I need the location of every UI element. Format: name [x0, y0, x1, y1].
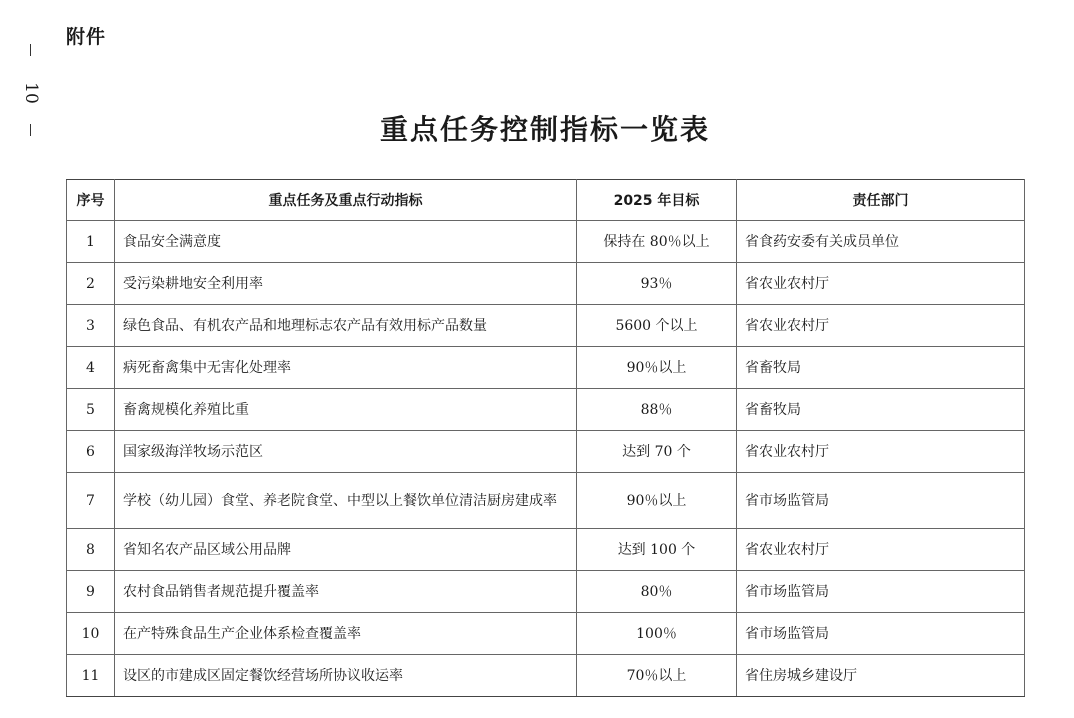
- row-number: 3: [67, 305, 115, 347]
- task-cell: 病死畜禽集中无害化处理率: [115, 347, 577, 389]
- target-cell: 70％以上: [577, 655, 737, 697]
- task-cell: 设区的市建成区固定餐饮经营场所协议收运率: [115, 655, 577, 697]
- table-row: [67, 221, 1025, 263]
- table-row: [67, 571, 1025, 613]
- row-number: 2: [67, 263, 115, 305]
- column-header-dept: 责任部门: [737, 180, 1025, 221]
- table-row: [67, 655, 1025, 697]
- dept-cell: 省市场监管局: [737, 571, 1025, 613]
- table-row: [67, 431, 1025, 473]
- target-cell: 5600 个以上: [577, 305, 737, 347]
- dept-cell: 省农业农村厅: [737, 305, 1025, 347]
- target-cell: 90％以上: [577, 473, 737, 529]
- table-row: [67, 263, 1025, 305]
- document-title: 重点任务控制指标一览表: [379, 113, 710, 146]
- table-row: [67, 389, 1025, 431]
- task-cell: 在产特殊食品生产企业体系检查覆盖率: [115, 613, 577, 655]
- indicator-table: [66, 179, 1025, 697]
- dept-cell: 省食药安委有关成员单位: [737, 221, 1025, 263]
- table-row: [67, 529, 1025, 571]
- row-number: 1: [67, 221, 115, 263]
- dept-cell: 省市场监管局: [737, 613, 1025, 655]
- target-cell: 达到 70 个: [577, 431, 737, 473]
- column-header-target: 2025 年目标: [577, 180, 737, 221]
- target-cell: 80％: [577, 571, 737, 613]
- task-cell: 畜禽规模化养殖比重: [115, 389, 577, 431]
- table-row: [67, 305, 1025, 347]
- task-cell: 受污染耕地安全利用率: [115, 263, 577, 305]
- task-cell: 学校（幼儿园）食堂、养老院食堂、中型以上餐饮单位清洁厨房建成率: [115, 473, 577, 529]
- row-number: 4: [67, 347, 115, 389]
- attachment-label: 附件: [66, 26, 107, 48]
- task-cell: 省知名农产品区域公用品牌: [115, 529, 577, 571]
- dept-cell: 省畜牧局: [737, 347, 1025, 389]
- dept-cell: 省住房城乡建设厅: [737, 655, 1025, 697]
- row-number: 5: [67, 389, 115, 431]
- dept-cell: 省农业农村厅: [737, 263, 1025, 305]
- target-cell: 93％: [577, 263, 737, 305]
- row-number: 11: [67, 655, 115, 697]
- row-number: 6: [67, 431, 115, 473]
- column-header-no: 序号: [67, 180, 115, 221]
- task-cell: 国家级海洋牧场示范区: [115, 431, 577, 473]
- dept-cell: 省市场监管局: [737, 473, 1025, 529]
- row-number: 10: [67, 613, 115, 655]
- page-number: 10: [21, 82, 41, 104]
- dept-cell: 省农业农村厅: [737, 431, 1025, 473]
- row-number: 9: [67, 571, 115, 613]
- page-marker-dash-top: [30, 44, 31, 56]
- target-cell: 88％: [577, 389, 737, 431]
- dept-cell: 省畜牧局: [737, 389, 1025, 431]
- target-cell: 保持在 80％以上: [577, 221, 737, 263]
- table-row: [67, 347, 1025, 389]
- column-header-task: 重点任务及重点行动指标: [115, 180, 577, 221]
- target-cell: 达到 100 个: [577, 529, 737, 571]
- table-header-row: [67, 180, 1025, 221]
- row-number: 7: [67, 473, 115, 529]
- task-cell: 绿色食品、有机农产品和地理标志农产品有效用标产品数量: [115, 305, 577, 347]
- task-cell: 食品安全满意度: [115, 221, 577, 263]
- task-cell: 农村食品销售者规范提升覆盖率: [115, 571, 577, 613]
- target-cell: 90％以上: [577, 347, 737, 389]
- dept-cell: 省农业农村厅: [737, 529, 1025, 571]
- table-row: [67, 473, 1025, 529]
- row-number: 8: [67, 529, 115, 571]
- table-row: [67, 613, 1025, 655]
- target-cell: 100％: [577, 613, 737, 655]
